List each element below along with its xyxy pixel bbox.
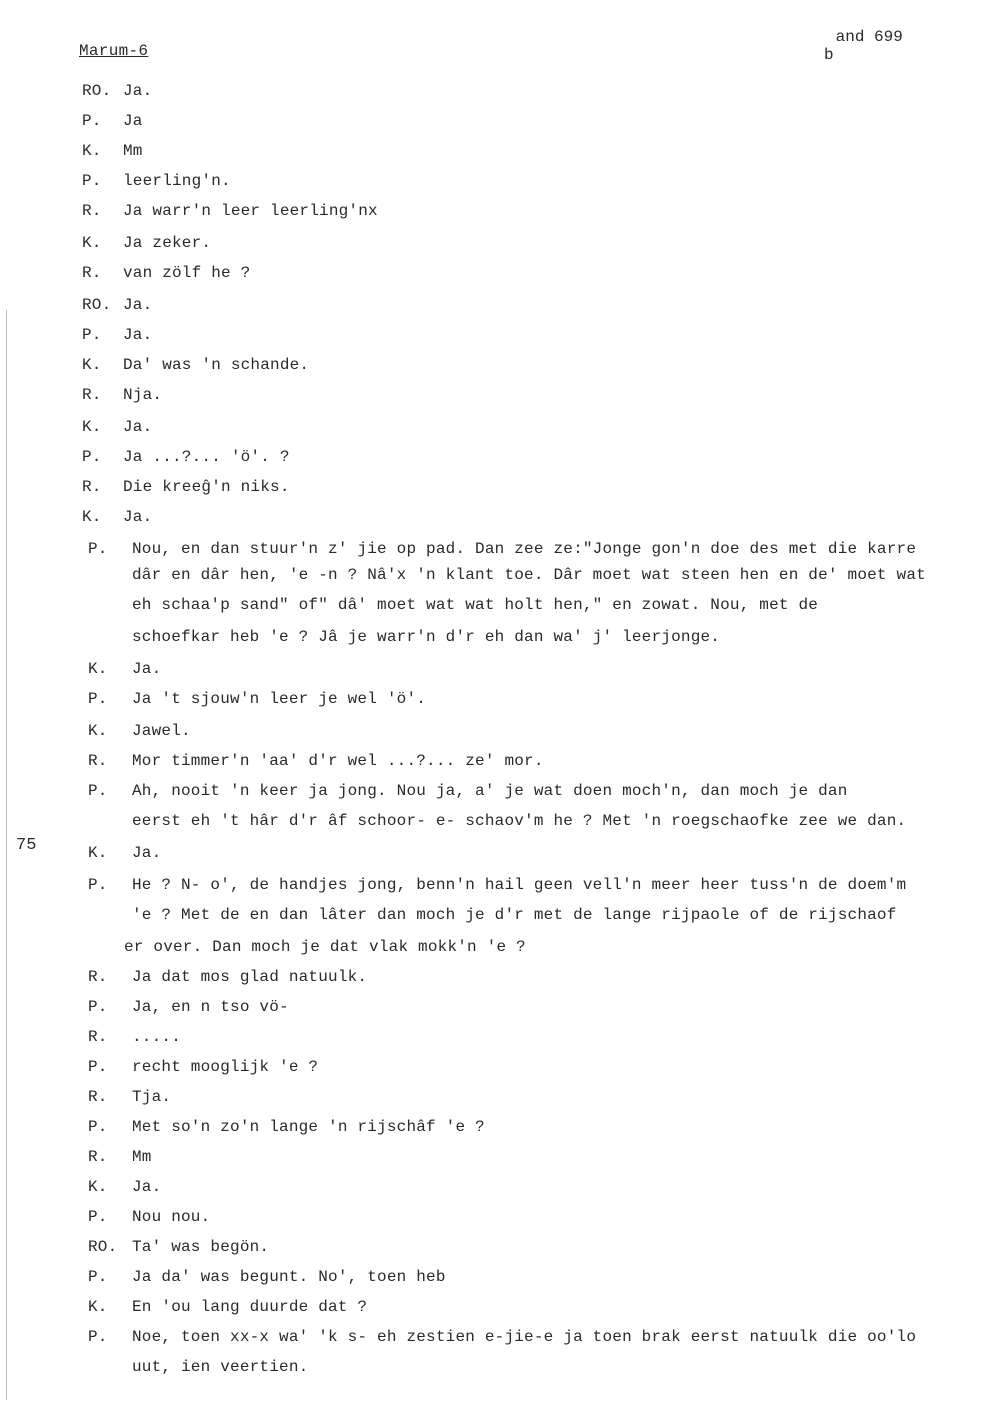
utterance-text: Die kreeĝ'n niks. [123,478,290,496]
speaker-label: K. [82,418,102,436]
utterance-text: Ta' was begön. [132,1238,270,1256]
utterance-text: Ja dat mos glad natuulk. [132,968,368,986]
speaker-label: R. [88,1028,108,1046]
utterance-text: Tja. [132,1088,172,1106]
utterance-text: En 'ou lang duurde dat ? [132,1298,368,1316]
utterance-text: Ja, en n tso vö- [132,998,289,1016]
band-number: and 699 [835,28,903,46]
utterance-text: Ja 't sjouw'n leer je wel 'ö'. [132,690,427,708]
speaker-label: P. [88,1328,108,1346]
utterance-text: Ja. [123,418,153,436]
speaker-label: P. [82,448,102,466]
speaker-label: K. [88,1298,108,1316]
speaker-label: P. [82,172,102,190]
utterance-continuation: dâr en dâr hen, 'e -n ? Nâ'x 'n klant toe. Dâr moet wat steen hen en de' moet wat [132,566,926,584]
utterance-text: ..... [132,1028,182,1046]
speaker-label: R. [88,752,108,770]
utterance-continuation: 'e ? Met de en dan lâter dan moch je d'r met de lange rijpaole of de rijschaof [132,906,897,924]
utterance-continuation: uut, ien veertien. [132,1358,309,1376]
speaker-label: RO. [82,82,112,100]
utterance-continuation: er over. Dan moch je dat vlak mokk'n 'e ? [124,938,526,956]
speaker-label: RO. [82,296,112,314]
utterance-continuation: schoefkar heb 'e ? Jâ je warr'n d'r eh dan wa' j' leerjonge. [132,628,721,646]
speaker-label: P. [88,690,108,708]
speaker-label: P. [88,1208,108,1226]
utterance-text: leerling'n. [123,172,231,190]
utterance-text: recht mooglijk 'e ? [132,1058,319,1076]
speaker-label: K. [88,1178,108,1196]
speaker-label: P. [88,1058,108,1076]
speaker-label: K. [88,722,108,740]
speaker-label: K. [88,844,108,862]
speaker-label: P. [88,876,108,894]
utterance-text: Noe, toen xx-x wa' 'k s- eh zestien e-jie-e ja toen brak eerst natuulk die oo'lo [132,1328,917,1346]
speaker-label: P. [82,326,102,344]
speaker-label: P. [88,1118,108,1136]
band-mark: b [824,46,834,64]
speaker-label: K. [82,142,102,160]
speaker-label: P. [88,1268,108,1286]
speaker-label: R. [88,1088,108,1106]
speaker-label: P. [82,112,102,130]
utterance-text: Da' was 'n schande. [123,356,310,374]
speaker-label: K. [82,234,102,252]
speaker-label: P. [88,540,108,558]
utterance-text: Ja warr'n leer leerling'nx [123,202,378,220]
speaker-label: R. [82,202,102,220]
page-title: Marum-6 [79,42,149,60]
utterance-text: Nou, en dan stuur'n z' jie op pad. Dan zee ze:"Jonge gon'n doe des met die karre [132,540,917,558]
speaker-label: R. [88,1148,108,1166]
speaker-label: K. [82,356,102,374]
utterance-text: Ja zeker. [123,234,212,252]
speaker-label: RO. [88,1238,118,1256]
utterance-text: Ja. [132,660,162,678]
utterance-continuation: eh schaa'p sand" of" dâ' moet wat wat holt hen," en zowat. Nou, met de [132,596,819,614]
speaker-label: R. [82,478,102,496]
utterance-text: Mm [132,1148,152,1166]
speaker-label: R. [88,968,108,986]
utterance-text: Met so'n zo'n lange 'n rijschâf 'e ? [132,1118,485,1136]
utterance-text: Ja. [132,1178,162,1196]
band-label [824,28,903,64]
utterance-text: Ja. [123,508,153,526]
margin-rule [6,310,7,1400]
utterance-text: Ja. [123,82,153,100]
speaker-label: P. [88,998,108,1016]
utterance-text: Ja da' was begunt. No', toen heb [132,1268,446,1286]
utterance-text: Ja. [132,844,162,862]
utterance-text: Ja ...?... 'ö'. ? [123,448,290,466]
utterance-text: Nou nou. [132,1208,211,1226]
speaker-label: K. [82,508,102,526]
speaker-label: R. [82,386,102,404]
margin-line-number: 75 [16,836,37,855]
utterance-text: Mor timmer'n 'aa' d'r wel ...?... ze' mor. [132,752,544,770]
utterance-continuation: eerst eh 't hâr d'r âf schoor- e- schaov'm he ? Met 'n roegschaofke zee we dan. [132,812,907,830]
speaker-label: K. [88,660,108,678]
utterance-text: Mm [123,142,143,160]
utterance-text: van zölf he ? [123,264,251,282]
speaker-label: P. [88,782,108,800]
speaker-label: R. [82,264,102,282]
utterance-text: Nja. [123,386,163,404]
utterance-text: Jawel. [132,722,191,740]
utterance-text: He ? N- o', de handjes jong, benn'n hail geen vell'n meer heer tuss'n de doem'm [132,876,907,894]
utterance-text: Ah, nooit 'n keer ja jong. Nou ja, a' je wat doen moch'n, dan moch je dan [132,782,848,800]
utterance-text: Ja. [123,296,153,314]
utterance-text: Ja [123,112,143,130]
utterance-text: Ja. [123,326,153,344]
